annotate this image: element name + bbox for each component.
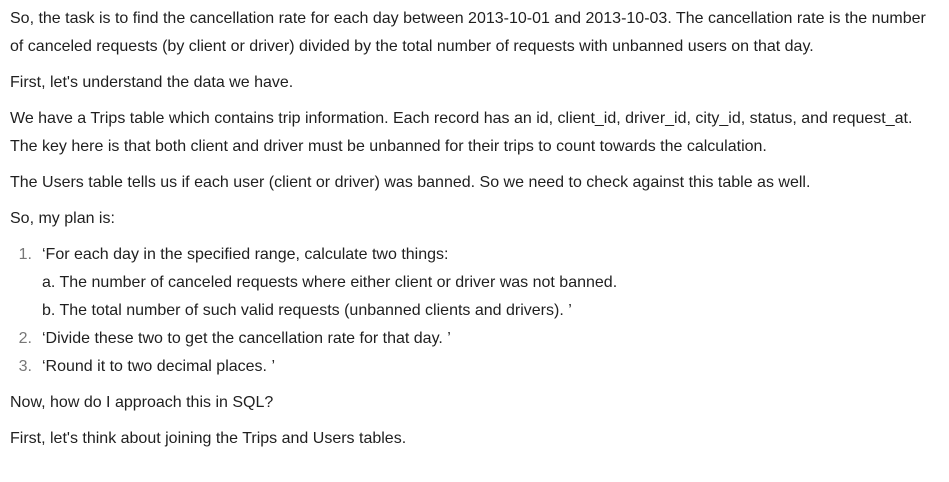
plan-item-text: ‘For each day in the specified range, calculate two things: xyxy=(42,246,449,263)
plan-item xyxy=(10,353,939,381)
users-paragraph: The Users table tells us if each user (client or driver) was banned. So we need to check against this table as well. xyxy=(10,174,811,191)
plan-item xyxy=(10,325,939,353)
plan-list xyxy=(10,241,939,381)
intro-paragraph: So, the task is to find the cancellation rate for each day between 2013-10-01 and 2013-10-03. The cancellation rate is the number of canceled requests (by client or driver) divided by the total number of requests with unbanned users on that day. xyxy=(10,10,926,55)
understand-paragraph: First, let's understand the data we have. xyxy=(10,74,294,91)
plan-item xyxy=(10,241,939,325)
trips-paragraph: We have a Trips table which contains trip information. Each record has an id, client_id, driver_id, city_id, status, and request_at. The key here is that both client and driver must be unbanned for their trips to count towards the calculation. xyxy=(10,110,913,155)
plan-item-number: 3. xyxy=(18,358,32,375)
plan-sub-item: b. The total number of such valid requests (unbanned clients and drivers). ’ xyxy=(42,302,572,319)
plan-item-text: ‘Divide these two to get the cancellation rate for that day. ’ xyxy=(42,330,451,347)
plan-item-body xyxy=(42,241,939,325)
plan-item-number: 1. xyxy=(18,246,32,263)
approach-paragraph: Now, how do I approach this in SQL? xyxy=(10,394,274,411)
plan-sub-item: a. The number of canceled requests where either client or driver was not banned. xyxy=(42,274,618,291)
plan-intro-paragraph: So, my plan is: xyxy=(10,210,115,227)
joining-paragraph: First, let's think about joining the Trips and Users tables. xyxy=(10,430,407,447)
plan-item-text: ‘Round it to two decimal places. ’ xyxy=(42,358,275,375)
plan-item-number: 2. xyxy=(18,330,32,347)
